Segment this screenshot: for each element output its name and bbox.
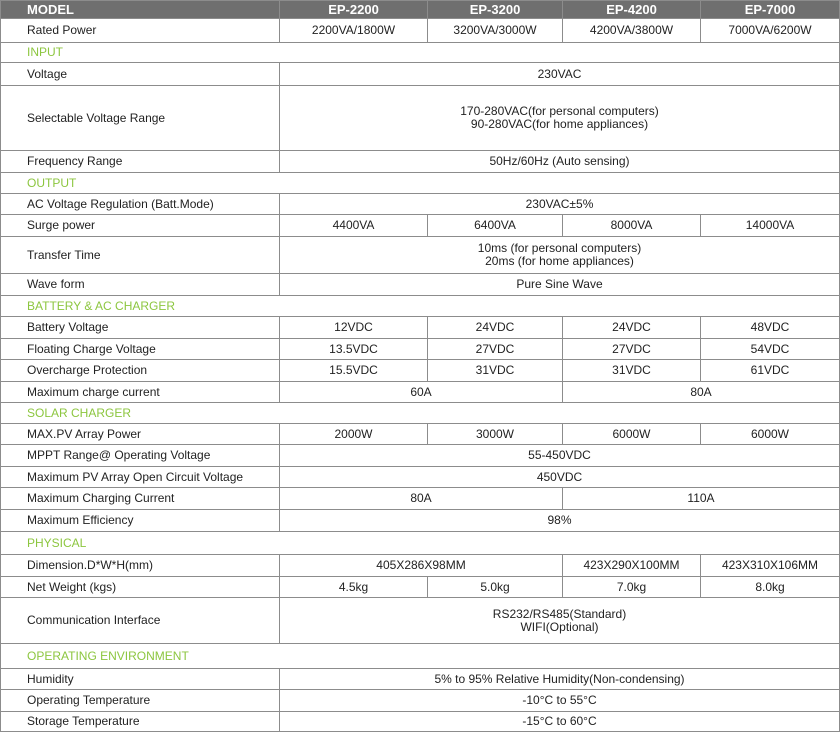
section-row-physical xyxy=(1,532,840,555)
spec-label: Operating Temperature xyxy=(1,690,280,712)
spec-row-open-circuit xyxy=(1,467,840,488)
spec-row-efficiency xyxy=(1,510,840,532)
spec-row-regulation xyxy=(1,194,840,215)
section-row-input xyxy=(1,43,840,63)
spec-value: 230VAC±5% xyxy=(280,194,840,215)
spec-row-mppt xyxy=(1,445,840,467)
spec-value: 6400VA xyxy=(428,215,563,237)
spec-row-storage-temperature xyxy=(1,712,840,732)
spec-label: AC Voltage Regulation (Batt.Mode) xyxy=(1,194,280,215)
spec-label: Surge power xyxy=(1,215,280,237)
spec-row-operating-temperature xyxy=(1,690,840,712)
spec-value: 230VAC xyxy=(280,63,840,86)
spec-value xyxy=(280,598,840,644)
section-row-output xyxy=(1,173,840,194)
section-heading: PHYSICAL xyxy=(1,532,840,555)
spec-value: 80A xyxy=(280,488,563,510)
spec-row-communication xyxy=(1,598,840,644)
spec-value: 423X290X100MM xyxy=(563,555,701,577)
spec-value: 2000W xyxy=(280,424,428,445)
spec-value-line: WIFI(Optional) xyxy=(520,619,599,634)
spec-value: 24VDC xyxy=(428,317,563,339)
spec-value: 405X286X98MM xyxy=(280,555,563,577)
spec-label: Maximum Efficiency xyxy=(1,510,280,532)
spec-value: 3000W xyxy=(428,424,563,445)
spec-value: 48VDC xyxy=(701,317,840,339)
section-heading: SOLAR CHARGER xyxy=(1,403,840,424)
spec-row-charging-current xyxy=(1,488,840,510)
section-row-solar xyxy=(1,403,840,424)
spec-label: Floating Charge Voltage xyxy=(1,339,280,360)
spec-label: Humidity xyxy=(1,669,280,690)
spec-label: Net Weight (kgs) xyxy=(1,577,280,598)
model-name: EP-7000 xyxy=(701,1,840,19)
spec-value: 6000W xyxy=(701,424,840,445)
spec-value-line: 170-280VAC(for personal computers) xyxy=(460,104,659,118)
spec-label: Storage Temperature xyxy=(1,712,280,732)
spec-row-surge xyxy=(1,215,840,237)
spec-value: 31VDC xyxy=(563,360,701,382)
spec-label: Transfer Time xyxy=(1,237,280,274)
spec-row-battery-voltage xyxy=(1,317,840,339)
spec-value-line: 90-280VAC(for home appliances) xyxy=(470,117,649,131)
spec-value: 8.0kg xyxy=(701,577,840,598)
spec-value: 50Hz/60Hz (Auto sensing) xyxy=(280,151,840,173)
spec-label: Rated Power xyxy=(1,19,280,43)
model-header: MODEL xyxy=(1,1,280,19)
model-name: EP-4200 xyxy=(563,1,701,19)
spec-value-line: 20ms (for home appliances) xyxy=(485,254,634,268)
spec-value: 5% to 95% Relative Humidity(Non-condensing) xyxy=(280,669,840,690)
model-name: EP-2200 xyxy=(280,1,428,19)
spec-row-pv-power xyxy=(1,424,840,445)
spec-label: Communication Interface xyxy=(1,598,280,644)
spec-row-max-charge-current xyxy=(1,382,840,403)
spec-row-voltage xyxy=(1,63,840,86)
section-heading: OUTPUT xyxy=(1,173,840,194)
spec-row-overcharge xyxy=(1,360,840,382)
header-row xyxy=(1,1,840,19)
spec-value: 31VDC xyxy=(428,360,563,382)
spec-value: 15.5VDC xyxy=(280,360,428,382)
spec-value: 4200VA/3800W xyxy=(563,19,701,43)
spec-row-transfer xyxy=(1,237,840,274)
spec-value: 12VDC xyxy=(280,317,428,339)
spec-value: 2200VA/1800W xyxy=(280,19,428,43)
section-heading: OPERATING ENVIRONMENT xyxy=(1,644,840,669)
spec-value xyxy=(280,237,840,274)
spec-value: 27VDC xyxy=(563,339,701,360)
spec-value: 7000VA/6200W xyxy=(701,19,840,43)
spec-row-voltage-range xyxy=(1,86,840,151)
spec-row-humidity xyxy=(1,669,840,690)
spec-label: Selectable Voltage Range xyxy=(1,86,280,151)
section-heading: INPUT xyxy=(1,43,840,63)
spec-row-floating xyxy=(1,339,840,360)
spec-value: 14000VA xyxy=(701,215,840,237)
section-heading: BATTERY & AC CHARGER xyxy=(1,296,840,317)
spec-value: 4.5kg xyxy=(280,577,428,598)
spec-label: Dimension.D*W*H(mm) xyxy=(1,555,280,577)
spec-value: -15°C to 60°C xyxy=(280,712,840,732)
spec-row-wave xyxy=(1,274,840,296)
section-row-battery xyxy=(1,296,840,317)
spec-value: -10°C to 55°C xyxy=(280,690,840,712)
spec-value-line: 10ms (for personal computers) xyxy=(477,241,642,255)
spec-value: 110A xyxy=(563,488,840,510)
spec-label: MPPT Range@ Operating Voltage xyxy=(1,445,280,467)
spec-value-line: RS232/RS485(Standard) xyxy=(492,606,627,621)
spec-value: 13.5VDC xyxy=(280,339,428,360)
spec-value: 60A xyxy=(280,382,563,403)
spec-value: 5.0kg xyxy=(428,577,563,598)
spec-value: 8000VA xyxy=(563,215,701,237)
spec-value: Pure Sine Wave xyxy=(280,274,840,296)
spec-value: 54VDC xyxy=(701,339,840,360)
spec-value: 98% xyxy=(280,510,840,532)
spec-label: Wave form xyxy=(1,274,280,296)
spec-value: 3200VA/3000W xyxy=(428,19,563,43)
spec-value: 24VDC xyxy=(563,317,701,339)
spec-row-rated-power xyxy=(1,19,840,43)
spec-label: Maximum PV Array Open Circuit Voltage xyxy=(1,467,280,488)
spec-row-dimension xyxy=(1,555,840,577)
spec-value: 61VDC xyxy=(701,360,840,382)
spec-value: 80A xyxy=(563,382,840,403)
spec-value: 6000W xyxy=(563,424,701,445)
spec-value: 423X310X106MM xyxy=(701,555,840,577)
spec-label: Voltage xyxy=(1,63,280,86)
model-name: EP-3200 xyxy=(428,1,563,19)
spec-label: Frequency Range xyxy=(1,151,280,173)
spec-label: Battery Voltage xyxy=(1,317,280,339)
spec-value xyxy=(280,86,840,151)
spec-label: MAX.PV Array Power xyxy=(1,424,280,445)
section-row-environment xyxy=(1,644,840,669)
spec-label: Maximum charge current xyxy=(1,382,280,403)
spec-row-frequency xyxy=(1,151,840,173)
spec-value: 7.0kg xyxy=(563,577,701,598)
spec-label: Maximum Charging Current xyxy=(1,488,280,510)
spec-row-weight xyxy=(1,577,840,598)
spec-value: 27VDC xyxy=(428,339,563,360)
spec-label: Overcharge Protection xyxy=(1,360,280,382)
spec-value: 55-450VDC xyxy=(280,445,840,467)
spec-value: 4400VA xyxy=(280,215,428,237)
spec-value: 450VDC xyxy=(280,467,840,488)
